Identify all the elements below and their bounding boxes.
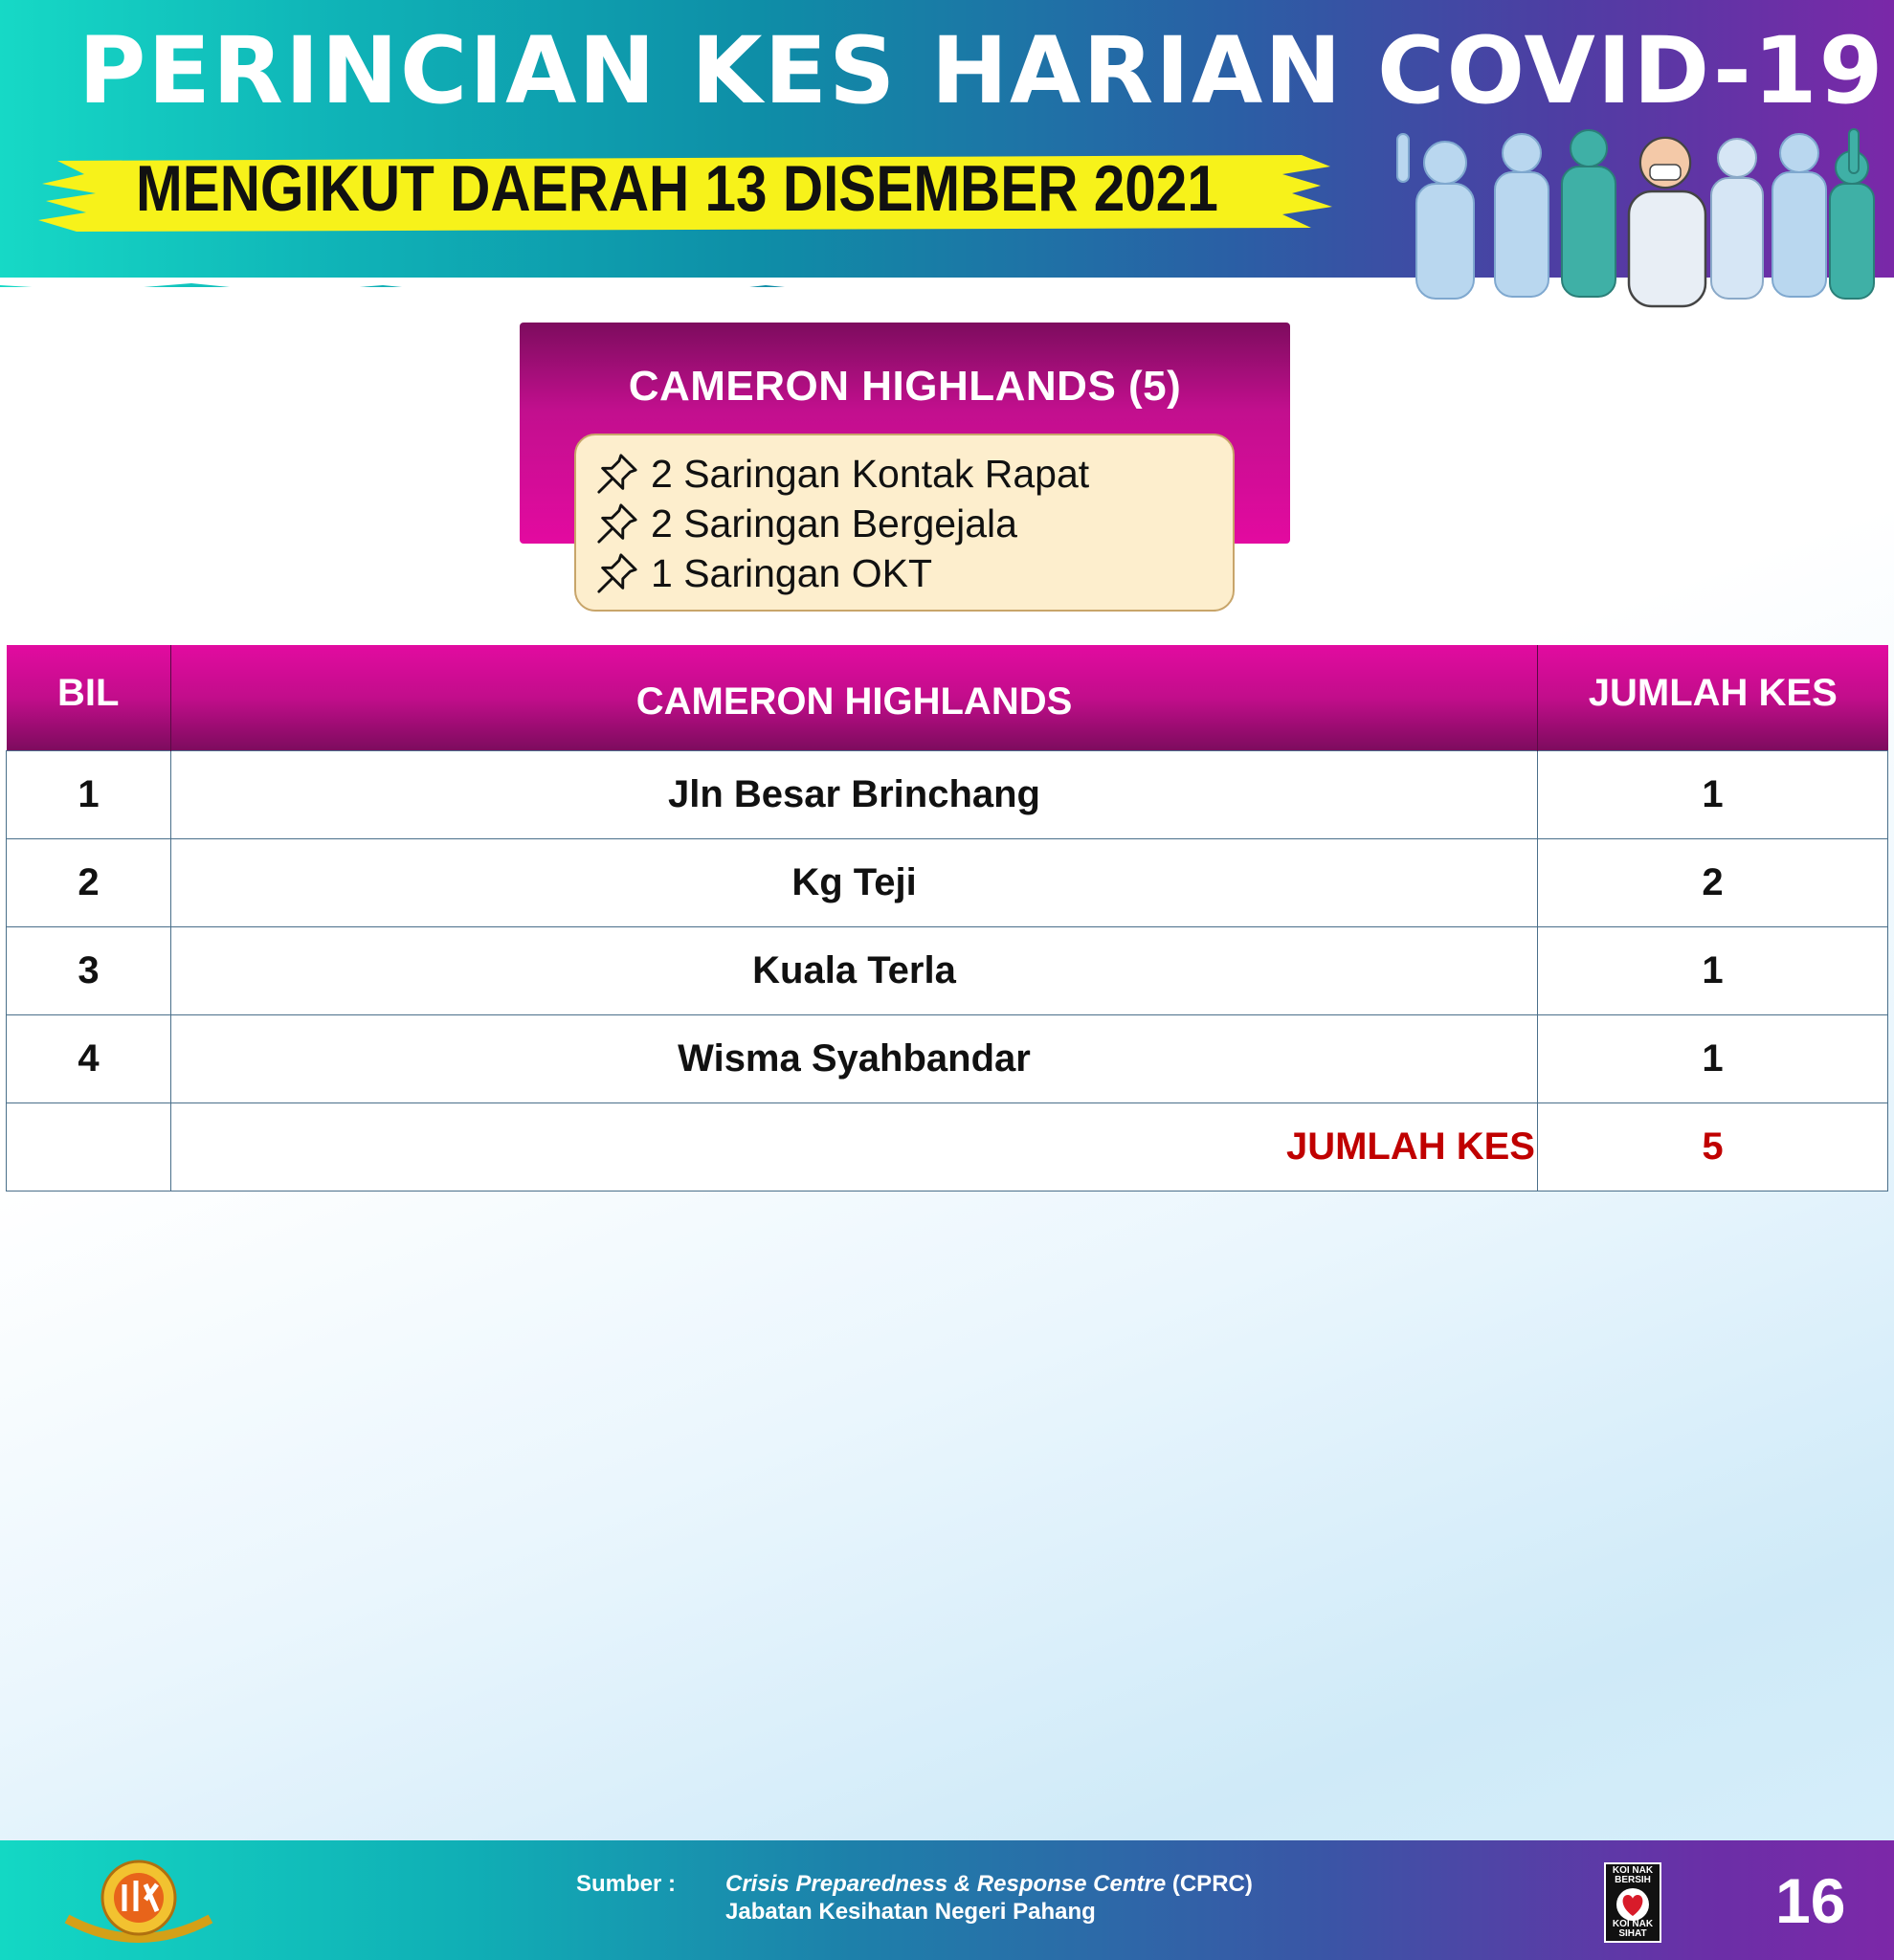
total-row-empty (7, 1102, 171, 1191)
row-cases: 2 (1538, 838, 1888, 926)
row-location: Kuala Terla (171, 926, 1538, 1014)
table-total-row (7, 1102, 1888, 1191)
row-location: Wisma Syahbandar (171, 1014, 1538, 1102)
header-bil: BIL (7, 645, 171, 750)
header-location: CAMERON HIGHLANDS (171, 645, 1538, 750)
row-cases: 1 (1538, 1014, 1888, 1102)
row-number: 2 (7, 838, 171, 926)
district-title: CAMERON HIGHLANDS (5) (628, 363, 1182, 410)
page-number: 16 (1775, 1865, 1846, 1936)
row-cases: 1 (1538, 926, 1888, 1014)
header-total-cases: JUMLAH KES (1538, 645, 1888, 750)
screening-item-text: 2 Saringan Kontak Rapat (651, 451, 1090, 496)
subtitle-date: MENGIKUT DAERAH 13 DISEMBER 2021 (136, 152, 1218, 225)
screening-item-text: 1 Saringan OKT (651, 550, 932, 595)
table-row (7, 1014, 1888, 1102)
total-label: JUMLAH KES (171, 1102, 1538, 1191)
total-value: 5 (1538, 1102, 1888, 1191)
pushpin-icon (595, 452, 639, 496)
row-cases: 1 (1538, 750, 1888, 838)
source-label: Sumber : (576, 1871, 677, 1897)
pushpin-icon (595, 501, 639, 546)
pushpin-icon (595, 551, 639, 595)
table-header-row (7, 645, 1888, 750)
table-row (7, 838, 1888, 926)
source-organisation-name: Crisis Preparedness & Response Centre (725, 1871, 1167, 1897)
medical-staff-illustration (1378, 115, 1876, 316)
screening-breakdown-box (574, 434, 1235, 612)
cases-table (6, 645, 1888, 1192)
source-organisation (725, 1871, 1253, 1898)
list-item (595, 449, 1233, 499)
row-number: 3 (7, 926, 171, 1014)
row-number: 4 (7, 1014, 171, 1102)
list-item (595, 548, 1233, 598)
table-row (7, 926, 1888, 1014)
koi-nak-sihat-logo (1604, 1862, 1661, 1943)
list-item (595, 499, 1233, 548)
jkn-logo (57, 1852, 220, 1948)
screening-item-text: 2 Saringan Bergejala (651, 501, 1017, 546)
source-organisation-abbrev: (CPRC) (1166, 1871, 1253, 1897)
koi-logo-top-text: KOI NAK BERSIH (1612, 1865, 1654, 1885)
main-title: PERINCIAN KES HARIAN COVID-19 (78, 17, 1885, 124)
row-location: Kg Teji (171, 838, 1538, 926)
table-row (7, 750, 1888, 838)
heart-icon (1614, 1887, 1652, 1922)
source-department: Jabatan Kesihatan Negeri Pahang (725, 1899, 1096, 1925)
row-location: Jln Besar Brinchang (171, 750, 1538, 838)
row-number: 1 (7, 750, 171, 838)
koi-logo-bottom-text: KOI NAK SIHAT (1612, 1919, 1654, 1939)
